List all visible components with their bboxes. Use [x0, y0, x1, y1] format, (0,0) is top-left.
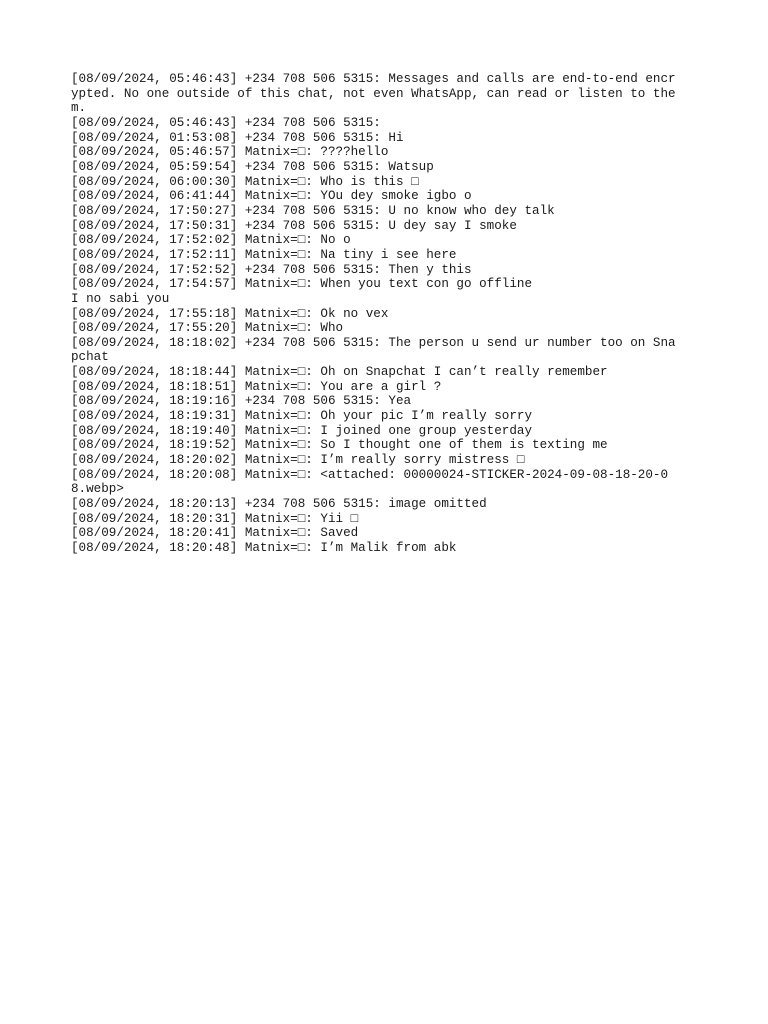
message-line: [08/09/2024, 18:19:40] Matnix=□: I joined one group yesterday [71, 423, 533, 438]
message-line: [08/09/2024, 17:50:31] +234 708 506 5315: U dey say I smoke [71, 218, 517, 233]
message-line: [08/09/2024, 18:18:44] Matnix=□: Oh on Snapchat I can’t really remember [71, 365, 608, 380]
message-line: [08/09/2024, 06:41:44] Matnix=□: YOu dey smoke igbo o [71, 189, 472, 204]
message-line: [08/09/2024, 18:20:31] Matnix=□: Yii □ [71, 511, 359, 526]
message-line: [08/09/2024, 17:50:27] +234 708 506 5315: U no know who dey talk [71, 203, 555, 218]
message-line: [08/09/2024, 18:19:31] Matnix=□: Oh your pic I’m really sorry [71, 409, 533, 424]
message-line: [08/09/2024, 05:46:43] +234 708 506 5315: [71, 115, 381, 130]
message-line: [08/09/2024, 05:59:54] +234 708 506 5315: Watsup [71, 159, 434, 174]
message-line: [08/09/2024, 17:52:02] Matnix=□: No o [71, 233, 351, 248]
message-line: [08/09/2024, 18:19:52] Matnix=□: So I thought one of them is texting me [71, 438, 608, 453]
message-line: [08/09/2024, 17:55:20] Matnix=□: Who [71, 321, 344, 336]
message-line: [08/09/2024, 17:55:18] Matnix=□: Ok no vex [71, 306, 389, 321]
message-line: [08/09/2024, 17:52:52] +234 708 506 5315: Then y this [71, 262, 472, 277]
message-line: [08/09/2024, 01:53:08] +234 708 506 5315: Hi [71, 130, 404, 145]
message-line: [08/09/2024, 18:20:13] +234 708 506 5315: image omitted [71, 497, 487, 512]
message-line: [08/09/2024, 18:20:08] Matnix=□: <attached: 00000024-STICKER-2024-09-08-18-20-08.webp> [71, 467, 669, 497]
message-line: [08/09/2024, 18:19:16] +234 708 506 5315: Yea [71, 394, 412, 409]
message-line: [08/09/2024, 18:18:51] Matnix=□: You are a girl ? [71, 379, 442, 394]
message-line: [08/09/2024, 18:20:48] Matnix=□: I’m Malik from abk [71, 541, 457, 555]
message-line: [08/09/2024, 17:52:11] Matnix=□: Na tiny i see here [71, 247, 457, 262]
message-line: [08/09/2024, 17:54:57] Matnix=□: When you text con go offline I no sabi you [71, 277, 533, 306]
message-line: [08/09/2024, 18:18:02] +234 708 506 5315: The person u send ur number too on Snapchat [71, 335, 676, 365]
message-line: [08/09/2024, 06:00:30] Matnix=□: Who is this □ [71, 174, 419, 189]
message-line: [08/09/2024, 18:20:41] Matnix=□: Saved [71, 526, 359, 541]
message-line: [08/09/2024, 05:46:57] Matnix=□: ????hello [71, 145, 389, 160]
message-line: [08/09/2024, 05:46:43] +234 708 506 5315: Messages and calls are end-to-end encrypted. No one outside of this chat, not even WhatsApp, can read or listen to them. [71, 72, 676, 116]
chat-transcript [71, 72, 683, 556]
message-line: [08/09/2024, 18:20:02] Matnix=□: I’m really sorry mistress □ [71, 453, 525, 468]
